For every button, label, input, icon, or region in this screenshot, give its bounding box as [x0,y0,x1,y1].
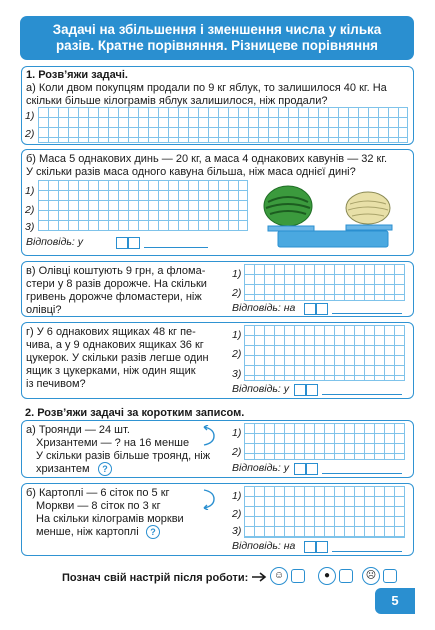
row-label: 1) [232,329,242,341]
answer-line[interactable] [332,313,402,314]
task-1b-line: б) Маса 5 однакових динь — 20 кг, а маса 4 однакових кавунів — 32 кг. [26,153,388,165]
task-1v-block [21,261,414,317]
row-label: 3) [232,525,242,537]
answer-box[interactable] [306,384,318,396]
task-2b-line: б) Картоплі — 6 сіток по 5 кг [26,487,170,499]
row-label: 1) [232,490,242,502]
task-1g-line: г) У 6 однакових ящиках 48 кг пе- [26,326,196,338]
task-2a-line: Хризантеми — ? на 16 менше [36,437,190,449]
task-1a-line: скільки більше кілограмів яблук залишилося, ніж продали? [26,95,328,107]
task-2b-line: менше, ніж картоплі [36,526,139,538]
answer-grid[interactable] [244,325,405,381]
answer-line[interactable] [322,394,402,395]
task-2a-line: хризантем [36,463,90,475]
scales-illustration [254,174,404,254]
task-1g-line: чива, а у 9 однакових ящиках 36 кг [26,339,204,351]
happy-face-icon: ☺ [270,567,288,585]
row-label: 3) [232,368,242,380]
row-label: 1) [232,268,242,280]
task-1g-line: ящик з цукерками, ніж один ящик [26,365,196,377]
answer-box[interactable] [128,237,140,249]
task-1v-line: олівці? [26,304,62,316]
row-label: 2) [232,287,242,299]
answer-line[interactable] [144,247,208,248]
task-1g-block [21,322,414,399]
question-mark-icon: ? [146,525,160,539]
task-1b-block [21,149,414,256]
row-label: 2) [25,128,35,140]
answer-grid[interactable] [38,180,248,231]
curly-arrow-icon [202,488,216,510]
answer-label: Відповідь: на [232,302,296,314]
mood-checkbox-sad[interactable] [383,569,397,583]
arrow-right-icon [252,572,268,582]
row-label: 1) [25,110,35,122]
answer-grid[interactable] [244,264,405,301]
answer-box[interactable] [316,303,328,315]
task-1a-block [21,66,414,145]
row-label: 1) [232,427,242,439]
answer-grid[interactable] [38,107,408,143]
answer-box[interactable] [304,541,316,553]
answer-grid[interactable] [244,423,405,460]
task-2a-block [21,420,414,478]
answer-box[interactable] [316,541,328,553]
mood-label: Познач свій настрій після роботи: [62,572,249,584]
answer-label: Відповідь: у [232,383,289,395]
task-1g-line: із печивом? [26,378,86,390]
answer-box[interactable] [304,303,316,315]
sad-face-icon: ☹ [362,567,380,585]
answer-box[interactable] [294,384,306,396]
task-1v-line: гривень дорожче фломастери, ніж [26,291,202,303]
task-1v-line: в) Олівці коштують 9 грн, а флома- [26,265,206,277]
header-line-1: Задачі на збільшення і зменшення числа у кілька [52,22,382,37]
answer-label: Відповідь: у [26,236,83,248]
task-2a-line: а) Троянди — 24 шт. [26,424,130,436]
answer-box[interactable] [116,237,128,249]
task-1-title: 1. Розв’яжи задачі. [26,69,128,81]
curly-arrow-icon [202,425,216,447]
task-2a-line: У скільки разів більше троянд, ніж [36,450,211,462]
row-label: 2) [232,508,242,520]
answer-label: Відповідь: на [232,540,296,552]
row-label: 2) [232,348,242,360]
row-label: 2) [25,204,35,216]
row-label: 3) [25,221,35,233]
task-2b-block [21,483,414,556]
task-1a-line: а) Коли двом покупцям продали по 9 кг яблук, то залишилося 40 кг. На [26,82,387,94]
neutral-face-icon: ● [318,567,336,585]
page-number: 5 [375,588,415,614]
task-1g-line: цукерок. У скільки разів легше один [26,352,209,364]
page-header [20,16,414,60]
task-1b-line: У скільки разів маса одного кавуна більша, ніж маса однієї дині? [26,166,356,178]
mood-checkbox-happy[interactable] [291,569,305,583]
header-line-2: разів. Кратне порівняння. Різницеве порівняння [55,38,378,53]
melon-icon [346,192,390,224]
answer-box[interactable] [306,463,318,475]
row-label: 2) [232,446,242,458]
answer-line[interactable] [332,551,402,552]
answer-line[interactable] [322,473,402,474]
task-2b-line: Моркви — 8 сіток по 3 кг [36,500,161,512]
task-1v-line: стери у 8 разів дорожче. На скільки [26,278,207,290]
question-mark-icon: ? [98,462,112,476]
row-label: 1) [25,185,35,197]
answer-box[interactable] [294,463,306,475]
task-2-title: 2. Розв’яжи задачі за коротким записом. [25,407,245,419]
answer-grid[interactable] [244,486,405,538]
answer-label: Відповідь: у [232,462,289,474]
task-2b-line: На скільки кілограмів моркви [36,513,184,525]
mood-checkbox-neutral[interactable] [339,569,353,583]
